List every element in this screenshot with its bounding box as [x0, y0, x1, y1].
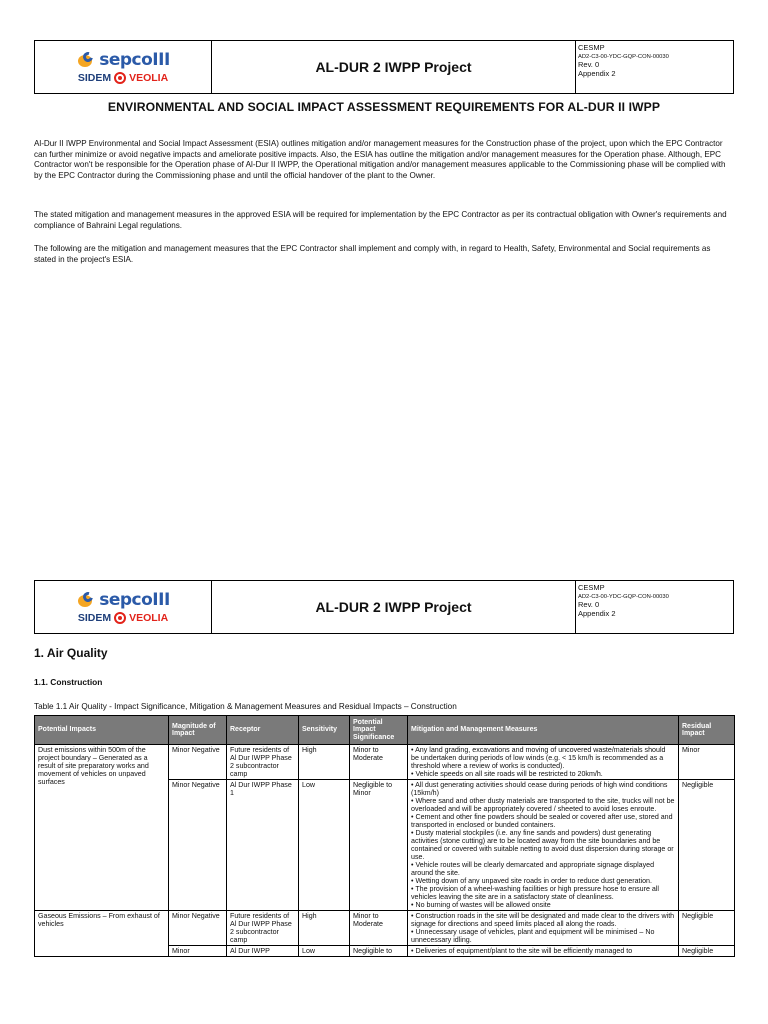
- veolia-logo-text: VEOLIA: [129, 612, 169, 624]
- doc-number: AD2-C3-00-YDC-GQP-CON-00030: [578, 593, 669, 600]
- page-header-1: [34, 40, 734, 94]
- measure-item: • No burning of wastes will be allowed onsite: [411, 901, 551, 909]
- residual-cell: Negligible: [679, 946, 735, 957]
- table-caption: Table 1.1 Air Quality - Impact Significance, Mitigation & Management Measures and Residual Impacts – Construction: [34, 702, 457, 711]
- document-title: ENVIRONMENTAL AND SOCIAL IMPACT ASSESSMENT REQUIREMENTS FOR AL-DUR II IWPP: [107, 100, 661, 114]
- measure-item: • Unnecessary usage of vehicles, plant and equipment will be minimised – No unnecessary idling.: [411, 928, 655, 944]
- sidem-logo-text: SIDEM: [77, 72, 112, 84]
- measure-item: • Where sand and other dusty materials are transported to the site, trucks will not be overloaded and will be appropriately covered / sheeted to avoid loses enroute.: [411, 797, 675, 813]
- magnitude-cell: Minor Negative: [169, 780, 227, 911]
- sensitivity-cell: High: [299, 745, 350, 780]
- sensitivity-cell: Low: [299, 780, 350, 911]
- magnitude-cell: Minor Negative: [169, 911, 227, 946]
- table-row: [35, 911, 735, 946]
- table-row: [35, 745, 735, 780]
- sepco-logo-icon: [76, 52, 96, 68]
- significance-cell: Negligible to Minor: [350, 780, 408, 911]
- residual-cell: Minor: [679, 745, 735, 780]
- measure-item: • Deliveries of equipment/plant to the site will be efficiently managed to: [411, 947, 633, 955]
- sidem-logo-text: SIDEM: [77, 612, 112, 624]
- receptor-cell: Al Dur IWPP: [227, 946, 299, 957]
- document-meta: [576, 581, 733, 633]
- company-logo: [35, 581, 212, 633]
- sepco-logo-icon: [76, 592, 96, 608]
- measure-item: • All dust generating activities should cease during periods of high wind conditions (15km/h): [411, 781, 668, 797]
- veolia-logo-icon: [114, 612, 126, 624]
- section-heading: 1. Air Quality: [34, 646, 108, 660]
- intro-paragraph-3: The following are the mitigation and management measures that the EPC Contractor shall implement and comply with, in regard to Health, Safety, Environmental and Social requirements as stated in the project's ESIA.: [34, 244, 711, 264]
- measures-cell: [408, 780, 679, 911]
- magnitude-cell: Minor Negative: [169, 745, 227, 780]
- sepco-logo-text: sepcoIII: [99, 50, 170, 70]
- measure-item: • Wetting down of any unpaved site roads in order to reduce dust generation.: [411, 877, 652, 885]
- veolia-logo-text: VEOLIA: [129, 72, 169, 84]
- doc-code: CESMP: [578, 583, 605, 592]
- significance-cell: Minor to Moderate: [350, 911, 408, 946]
- col-header-magnitude: Magnitude of Impact: [169, 716, 227, 745]
- page-header-2: [34, 580, 734, 634]
- project-title: AL-DUR 2 IWPP Project: [212, 41, 576, 93]
- measure-item: • Dusty material stockpiles (i.e. any fine sands and powders) dust generating activities (stone cutting) are to be located away from the site boundaries and be contained or covered with suitable netting to avoid dust dispersion during storage or use.: [411, 829, 674, 861]
- col-header-residual: Residual Impact: [679, 716, 735, 745]
- measure-item: • Cement and other fine powders should be sealed or covered after use, stored and transported in enclosed or bunded containers.: [411, 813, 673, 829]
- measures-cell: [408, 946, 679, 957]
- doc-revision: Rev. 0: [578, 60, 600, 69]
- doc-code: CESMP: [578, 43, 605, 52]
- intro-paragraph-2: The stated mitigation and management measures in the approved ESIA will be required for implementation by the EPC Contractor as per its contractual obligation with Owner's requirements and compliance of Bahraini Legal regulations.: [34, 210, 727, 230]
- col-header-receptor: Receptor: [227, 716, 299, 745]
- measures-cell: [408, 745, 679, 780]
- significance-cell: Negligible to: [350, 946, 408, 957]
- col-header-impact: Potential Impacts: [35, 716, 169, 745]
- subsection-heading: 1.1. Construction: [34, 677, 103, 687]
- residual-cell: Negligible: [679, 911, 735, 946]
- measures-cell: [408, 911, 679, 946]
- significance-cell: Minor to Moderate: [350, 745, 408, 780]
- measure-item: • Vehicle routes will be clearly demarcated and appropriate signage displayed around the site.: [411, 861, 655, 877]
- intro-paragraph-1: Al-Dur II IWPP Environmental and Social Impact Assessment (ESIA) outlines mitigation and/or management measures for the Construction phase of the project, upon which the EPC Contractor can further minimize or avoid negative impacts and ameliorate positive impacts. Also, the ESIA has outline the mitigation and/or management measures for the Operation phase. Although, EPC Contractor won't be responsible for the Operation phase of Al-Dur II IWPP, the Operational mitigation and/or management measures applicable to the Commissioning phase will be complied with by the EPC Contractor during the Commissioning phase and until the official handover of the plant to the Owner.: [34, 139, 726, 180]
- measure-item: • Construction roads in the site will be designated and made clear to the drivers with signage for directions and speed limits placed all along the roads.: [411, 912, 675, 928]
- col-header-measures: Mitigation and Management Measures: [408, 716, 679, 745]
- col-header-sensitivity: Sensitivity: [299, 716, 350, 745]
- project-title: AL-DUR 2 IWPP Project: [212, 581, 576, 633]
- doc-revision: Rev. 0: [578, 600, 600, 609]
- company-logo: [35, 41, 212, 93]
- sepco-logo-text: sepcoIII: [99, 590, 170, 610]
- measure-item: • Any land grading, excavations and moving of uncovered waste/materials should be undertaken during periods of low winds (e.g. < 15 km/h is recommended as a threshold where a review of works is conducted).: [411, 746, 666, 770]
- measure-item: • The provision of a wheel-washing facilities or high pressure hose to ensure all vehicles leaving the site are in a satisfactory state of cleanliness.: [411, 885, 660, 901]
- impact-cell: Dust emissions within 500m of the project boundary – Generated as a result of site preparatory works and movement of vehicles on unpaved surfaces: [35, 745, 169, 911]
- doc-number: AD2-C3-00-YDC-GQP-CON-00030: [578, 53, 669, 60]
- measure-item: • Vehicle speeds on all site roads will be restricted to 20km/h.: [411, 770, 603, 778]
- document-meta: [576, 41, 733, 93]
- doc-appendix: Appendix 2: [578, 68, 616, 78]
- receptor-cell: Al Dur IWPP Phase 1: [227, 780, 299, 911]
- veolia-logo-icon: [114, 72, 126, 84]
- receptor-cell: Future residents of Al Dur IWPP Phase 2 subcontractor camp: [227, 745, 299, 780]
- impact-table: [34, 715, 735, 957]
- receptor-cell: Future residents of Al Dur IWPP Phase 2 subcontractor camp: [227, 911, 299, 946]
- impact-cell: Gaseous Emissions – From exhaust of vehicles: [35, 911, 169, 957]
- sensitivity-cell: High: [299, 911, 350, 946]
- table-header-row: [35, 716, 735, 745]
- sensitivity-cell: Low: [299, 946, 350, 957]
- doc-appendix: Appendix 2: [578, 608, 616, 618]
- residual-cell: Negligible: [679, 780, 735, 911]
- col-header-significance: Potential Impact Significance: [350, 716, 408, 745]
- magnitude-cell: Minor: [169, 946, 227, 957]
